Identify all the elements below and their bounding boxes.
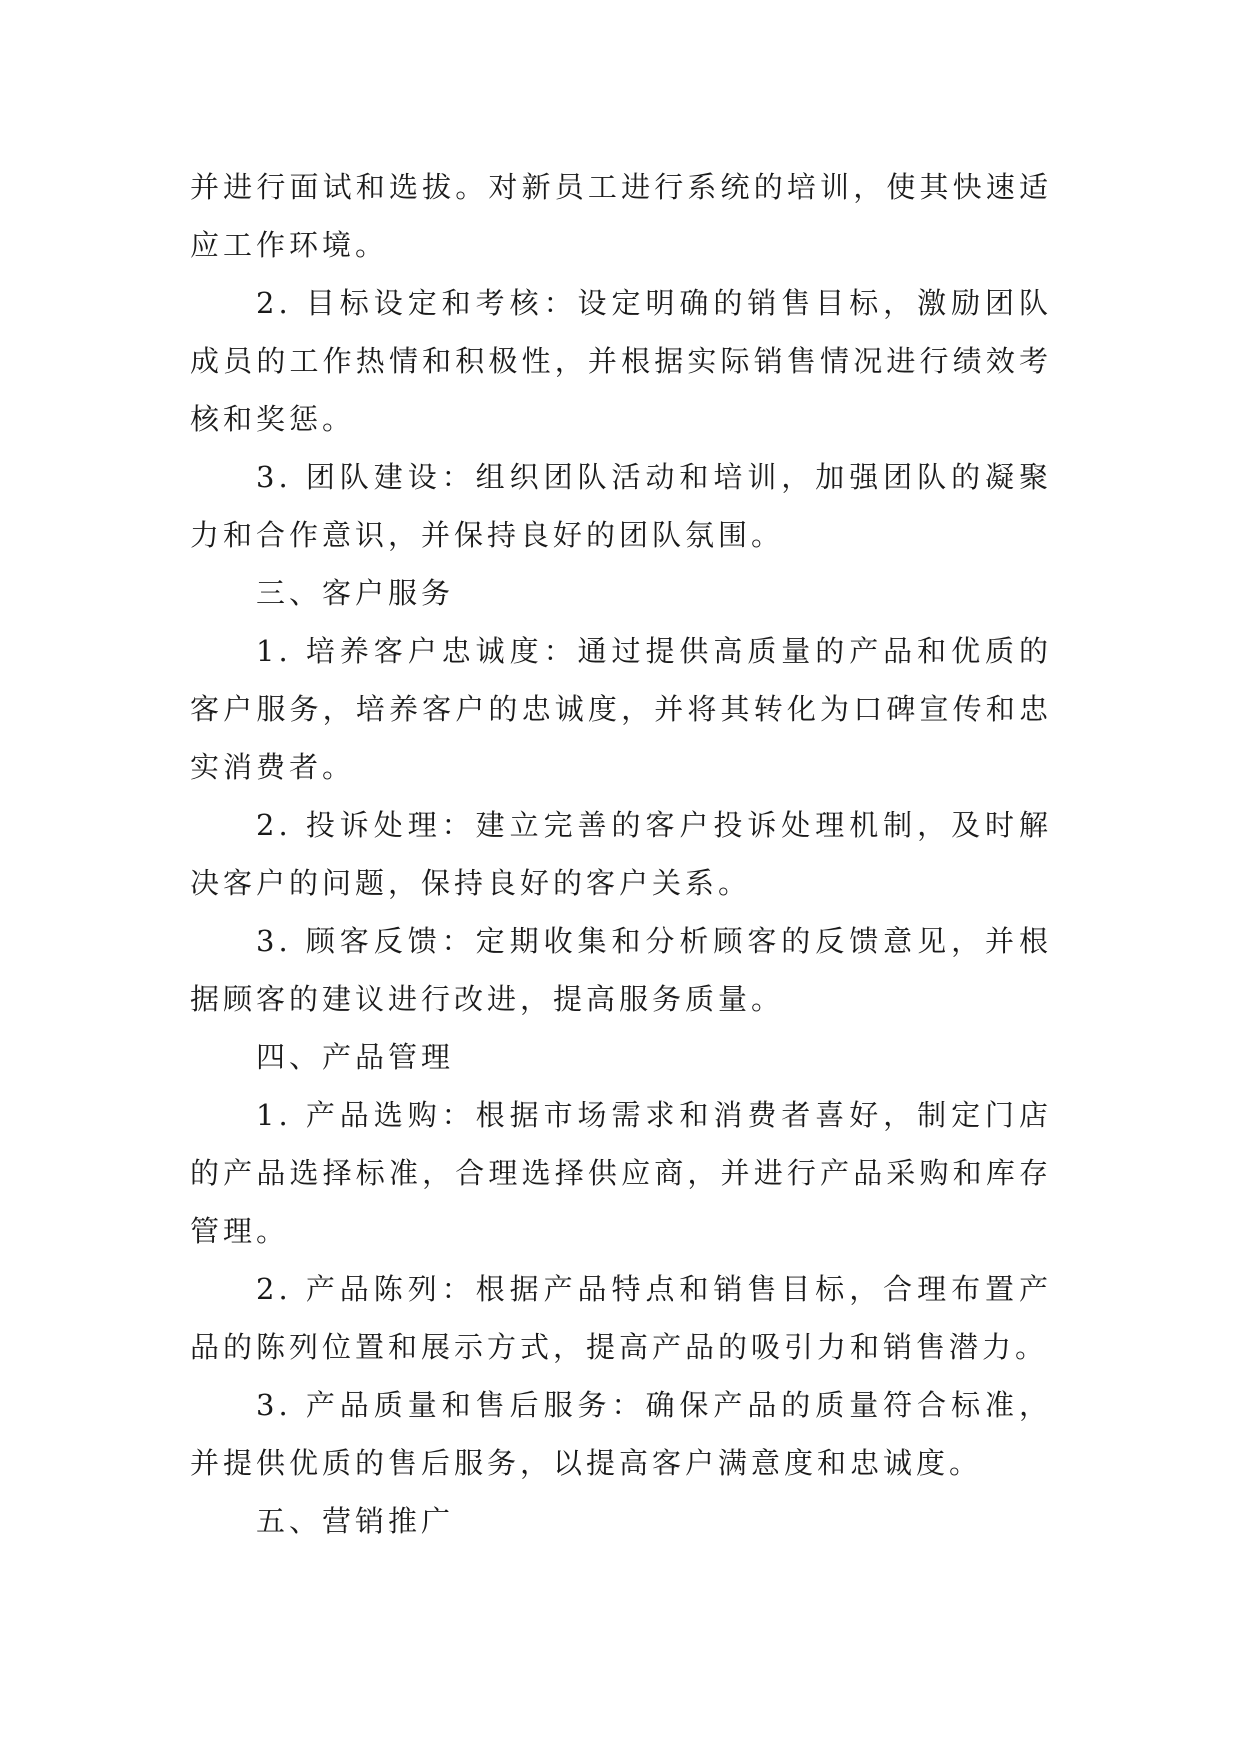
section-heading-product-management: 四、产品管理 (256, 1040, 455, 1074)
paragraph-product-quality: 3. 产品质量和售后服务：确保产品的质量符合标准，并提供优质的售后服务，以提高客户满意度和忠诚度。 (190, 1388, 1052, 1480)
section-heading-marketing: 五、营销推广 (256, 1504, 455, 1538)
paragraph-complaint-handling: 2. 投诉处理：建立完善的客户投诉处理机制，及时解决客户的问题，保持良好的客户关系。 (190, 808, 1052, 900)
paragraph-customer-loyalty: 1. 培养客户忠诚度：通过提供高质量的产品和优质的客户服务，培养客户的忠诚度，并将其转化为口碑宣传和忠实消费者。 (190, 634, 1052, 784)
paragraph-continuation: 并进行面试和选拔。对新员工进行系统的培训，使其快速适应工作环境。 (190, 170, 1052, 262)
document-body (190, 158, 1052, 1550)
paragraph-team-building: 3. 团队建设：组织团队活动和培训，加强团队的凝聚力和合作意识，并保持良好的团队氛围。 (190, 460, 1052, 552)
paragraph-product-selection: 1. 产品选购：根据市场需求和消费者喜好，制定门店的产品选择标准，合理选择供应商，并进行产品采购和库存管理。 (190, 1098, 1052, 1248)
paragraph-goal-setting: 2. 目标设定和考核：设定明确的销售目标，激励团队成员的工作热情和积极性，并根据实际销售情况进行绩效考核和奖惩。 (190, 286, 1052, 436)
section-heading-customer-service: 三、客户服务 (256, 576, 455, 610)
paragraph-customer-feedback: 3. 顾客反馈：定期收集和分析顾客的反馈意见，并根据顾客的建议进行改进，提高服务质量。 (190, 924, 1052, 1016)
paragraph-product-display: 2. 产品陈列：根据产品特点和销售目标，合理布置产品的陈列位置和展示方式，提高产品的吸引力和销售潜力。 (190, 1272, 1052, 1364)
